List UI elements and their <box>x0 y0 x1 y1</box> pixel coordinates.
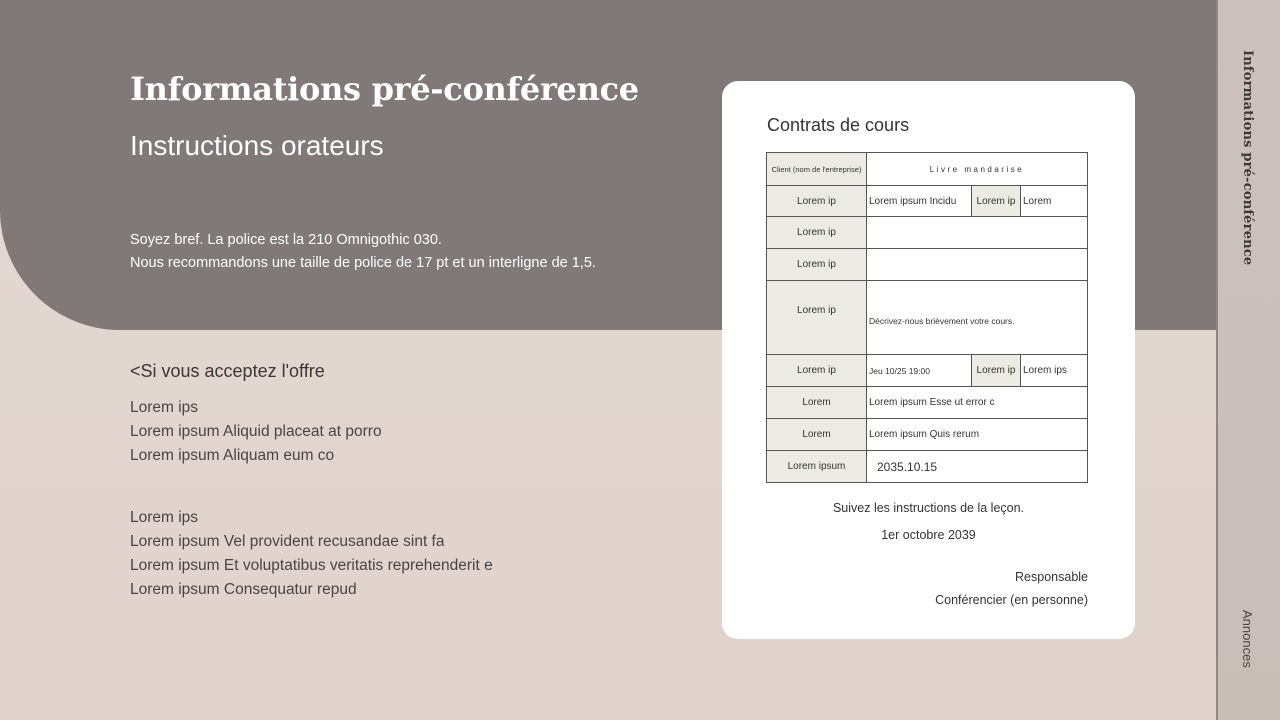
signature-name: Conférencier (en personne) <box>935 593 1088 607</box>
row-label: Lorem ip <box>972 355 1021 387</box>
row-value: Lorem ipsum Incidu <box>867 186 972 217</box>
table-row <box>767 249 1088 281</box>
intro-line: Soyez bref. La police est la 210 Omnigothic 030. <box>130 232 442 248</box>
offer-heading: <Si vous acceptez l'offre <box>130 361 325 381</box>
list-item: Lorem ipsum Aliquam eum co <box>130 447 335 464</box>
list-item: Lorem ips <box>130 509 199 526</box>
row-label: Lorem ip <box>972 186 1021 217</box>
intro-text <box>130 229 690 275</box>
list-item: Lorem ipsum Consequatur repud <box>130 581 357 598</box>
contract-table <box>766 152 1088 483</box>
row-value: Lorem <box>1021 186 1088 217</box>
table-row <box>767 451 1088 483</box>
row-value: Lorem ips <box>1021 355 1088 387</box>
lesson-note: Suivez les instructions de la leçon. <box>832 501 1025 515</box>
offer-list <box>130 396 690 468</box>
table-row <box>767 153 1088 186</box>
sidebar-title: Informations pré-conférence <box>1240 50 1255 266</box>
intro-line: Nous recommandons une taille de police de 17 pt et un interligne de 1,5. <box>130 255 596 271</box>
table-row <box>767 387 1088 419</box>
row-value: Lorem ipsum Esse ut error c <box>867 387 1088 419</box>
list-item: Lorem ipsum Et voluptatibus veritatis reprehenderit e <box>130 557 493 574</box>
sidebar <box>1216 0 1280 720</box>
sidebar-section-label: Annonces <box>1240 610 1255 668</box>
signature-role: Responsable <box>1015 570 1088 584</box>
row-value <box>867 249 1088 281</box>
course-description: Décrivez-nous brièvement votre cours. <box>867 281 1088 355</box>
list-item: Lorem ipsum Vel provident recusandae sint fa <box>130 533 445 550</box>
client-value: Livre mandarise <box>867 153 1088 186</box>
list-item: Lorem ips <box>130 399 199 416</box>
page-subtitle: Instructions orateurs <box>130 130 384 161</box>
row-value: Jeu 10/25 19:00 <box>867 355 972 387</box>
list-item: Lorem ipsum Aliquid placeat at porro <box>130 423 382 440</box>
row-label: Lorem ip <box>767 249 867 281</box>
row-value: Lorem ipsum Quis rerum <box>867 419 1088 451</box>
page-title: Informations pré-conférence <box>130 70 639 108</box>
row-label: Lorem ip <box>767 186 867 217</box>
row-label: Lorem ipsum <box>767 451 867 483</box>
contract-card <box>722 81 1135 639</box>
card-title: Contrats de cours <box>767 115 910 135</box>
table-row <box>767 281 1088 355</box>
client-label: Client (nom de l'entreprise) <box>767 153 867 186</box>
row-label: Lorem <box>767 419 867 451</box>
row-value: 2035.10.15 <box>867 451 1088 483</box>
row-value <box>867 217 1088 249</box>
row-label: Lorem ip <box>767 217 867 249</box>
table-row <box>767 419 1088 451</box>
table-row <box>767 217 1088 249</box>
row-label: Lorem ip <box>767 281 867 355</box>
row-label: Lorem <box>767 387 867 419</box>
details-list <box>130 506 690 602</box>
table-row <box>767 355 1088 387</box>
row-label: Lorem ip <box>767 355 867 387</box>
contract-date: 1er octobre 2039 <box>881 528 976 542</box>
table-row <box>767 186 1088 217</box>
